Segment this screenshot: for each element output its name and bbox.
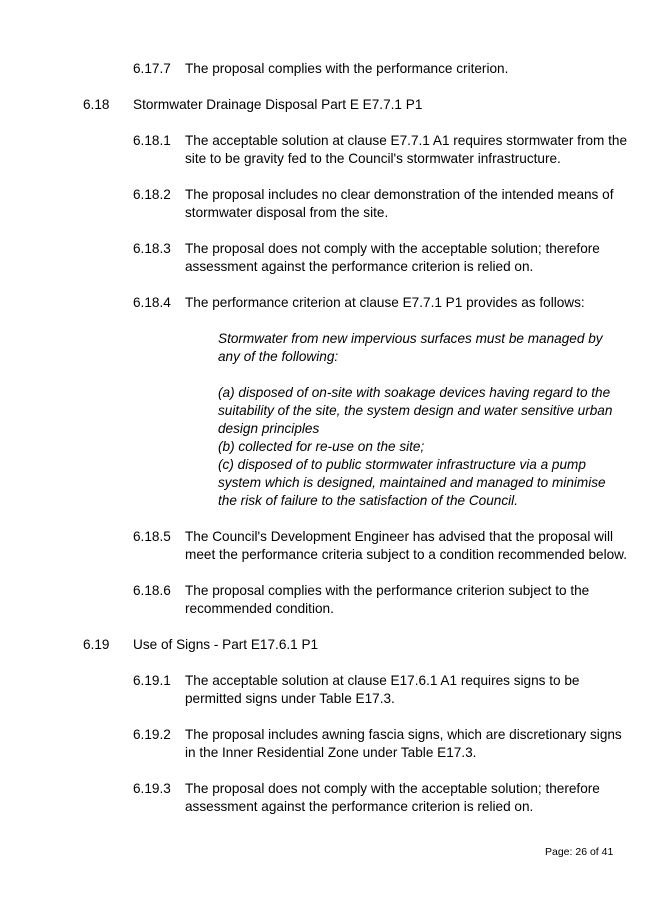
item-number-6-18-5: 6.18.5 bbox=[133, 529, 171, 544]
item-text-line: The performance criterion at clause E7.7.1 P1 provides as follows: bbox=[185, 295, 585, 310]
section-heading-6-18: Stormwater Drainage Disposal Part E E7.7.1 P1 bbox=[133, 97, 423, 112]
item-text-line: The proposal complies with the performance criterion. bbox=[185, 61, 509, 76]
item-text-line: assessment against the performance criterion is relied on. bbox=[185, 799, 534, 814]
item-number-6-19-2: 6.19.2 bbox=[133, 727, 171, 742]
item-text-line: The proposal does not comply with the acceptable solution; therefore bbox=[185, 781, 600, 796]
item-number-6-18-1: 6.18.1 bbox=[133, 133, 171, 148]
item-text-line: The proposal does not comply with the acceptable solution; therefore bbox=[185, 241, 600, 256]
section-number-6-19: 6.19 bbox=[83, 637, 110, 652]
quote-line: system which is designed, maintained and managed to minimise bbox=[218, 475, 606, 490]
quote-line: the risk of failure to the satisfaction of the Council. bbox=[218, 493, 518, 508]
item-text-line: meet the performance criteria subject to a condition recommended below. bbox=[185, 547, 628, 562]
item-number-6-17-7: 6.17.7 bbox=[133, 61, 171, 76]
item-number-6-18-6: 6.18.6 bbox=[133, 583, 171, 598]
quote-line: design principles bbox=[218, 421, 320, 436]
quote-line: suitability of the site, the system design and water sensitive urban bbox=[218, 403, 613, 418]
item-text-line: The proposal includes awning fascia signs, which are discretionary signs bbox=[185, 727, 622, 742]
item-text-line: in the Inner Residential Zone under Table E17.3. bbox=[185, 745, 477, 760]
quote-line: (b) collected for re-use on the site; bbox=[218, 439, 425, 454]
item-number-6-18-4: 6.18.4 bbox=[133, 295, 171, 310]
item-text-line: The proposal complies with the performance criterion subject to the bbox=[185, 583, 590, 598]
item-text-line: The proposal includes no clear demonstration of the intended means of bbox=[185, 187, 614, 202]
item-number-6-18-2: 6.18.2 bbox=[133, 187, 171, 202]
section-number-6-18: 6.18 bbox=[83, 97, 110, 112]
section-heading-6-19: Use of Signs - Part E17.6.1 P1 bbox=[133, 637, 319, 652]
item-text-line: assessment against the performance criterion is relied on. bbox=[185, 259, 534, 274]
quote-line: Stormwater from new impervious surfaces must be managed by bbox=[218, 331, 603, 346]
item-number-6-18-3: 6.18.3 bbox=[133, 241, 171, 256]
item-text-line: The acceptable solution at clause E17.6.1 A1 requires signs to be bbox=[185, 673, 580, 688]
item-text-line: permitted signs under Table E17.3. bbox=[185, 691, 395, 706]
page-number: Page: 26 of 41 bbox=[545, 846, 614, 858]
item-text-line: site to be gravity fed to the Council's stormwater infrastructure. bbox=[185, 151, 561, 166]
item-text-line: stormwater disposal from the site. bbox=[185, 205, 389, 220]
item-text-line: recommended condition. bbox=[185, 601, 334, 616]
item-number-6-19-3: 6.19.3 bbox=[133, 781, 171, 796]
item-number-6-19-1: 6.19.1 bbox=[133, 673, 171, 688]
item-text-line: The acceptable solution at clause E7.7.1 A1 requires stormwater from the bbox=[185, 133, 628, 148]
quote-line: (a) disposed of on-site with soakage devices having regard to the bbox=[218, 385, 611, 400]
quote-line: (c) disposed of to public stormwater infrastructure via a pump bbox=[218, 457, 586, 472]
item-text-line: The Council's Development Engineer has advised that the proposal will bbox=[185, 529, 614, 544]
quote-line: any of the following: bbox=[218, 349, 339, 364]
